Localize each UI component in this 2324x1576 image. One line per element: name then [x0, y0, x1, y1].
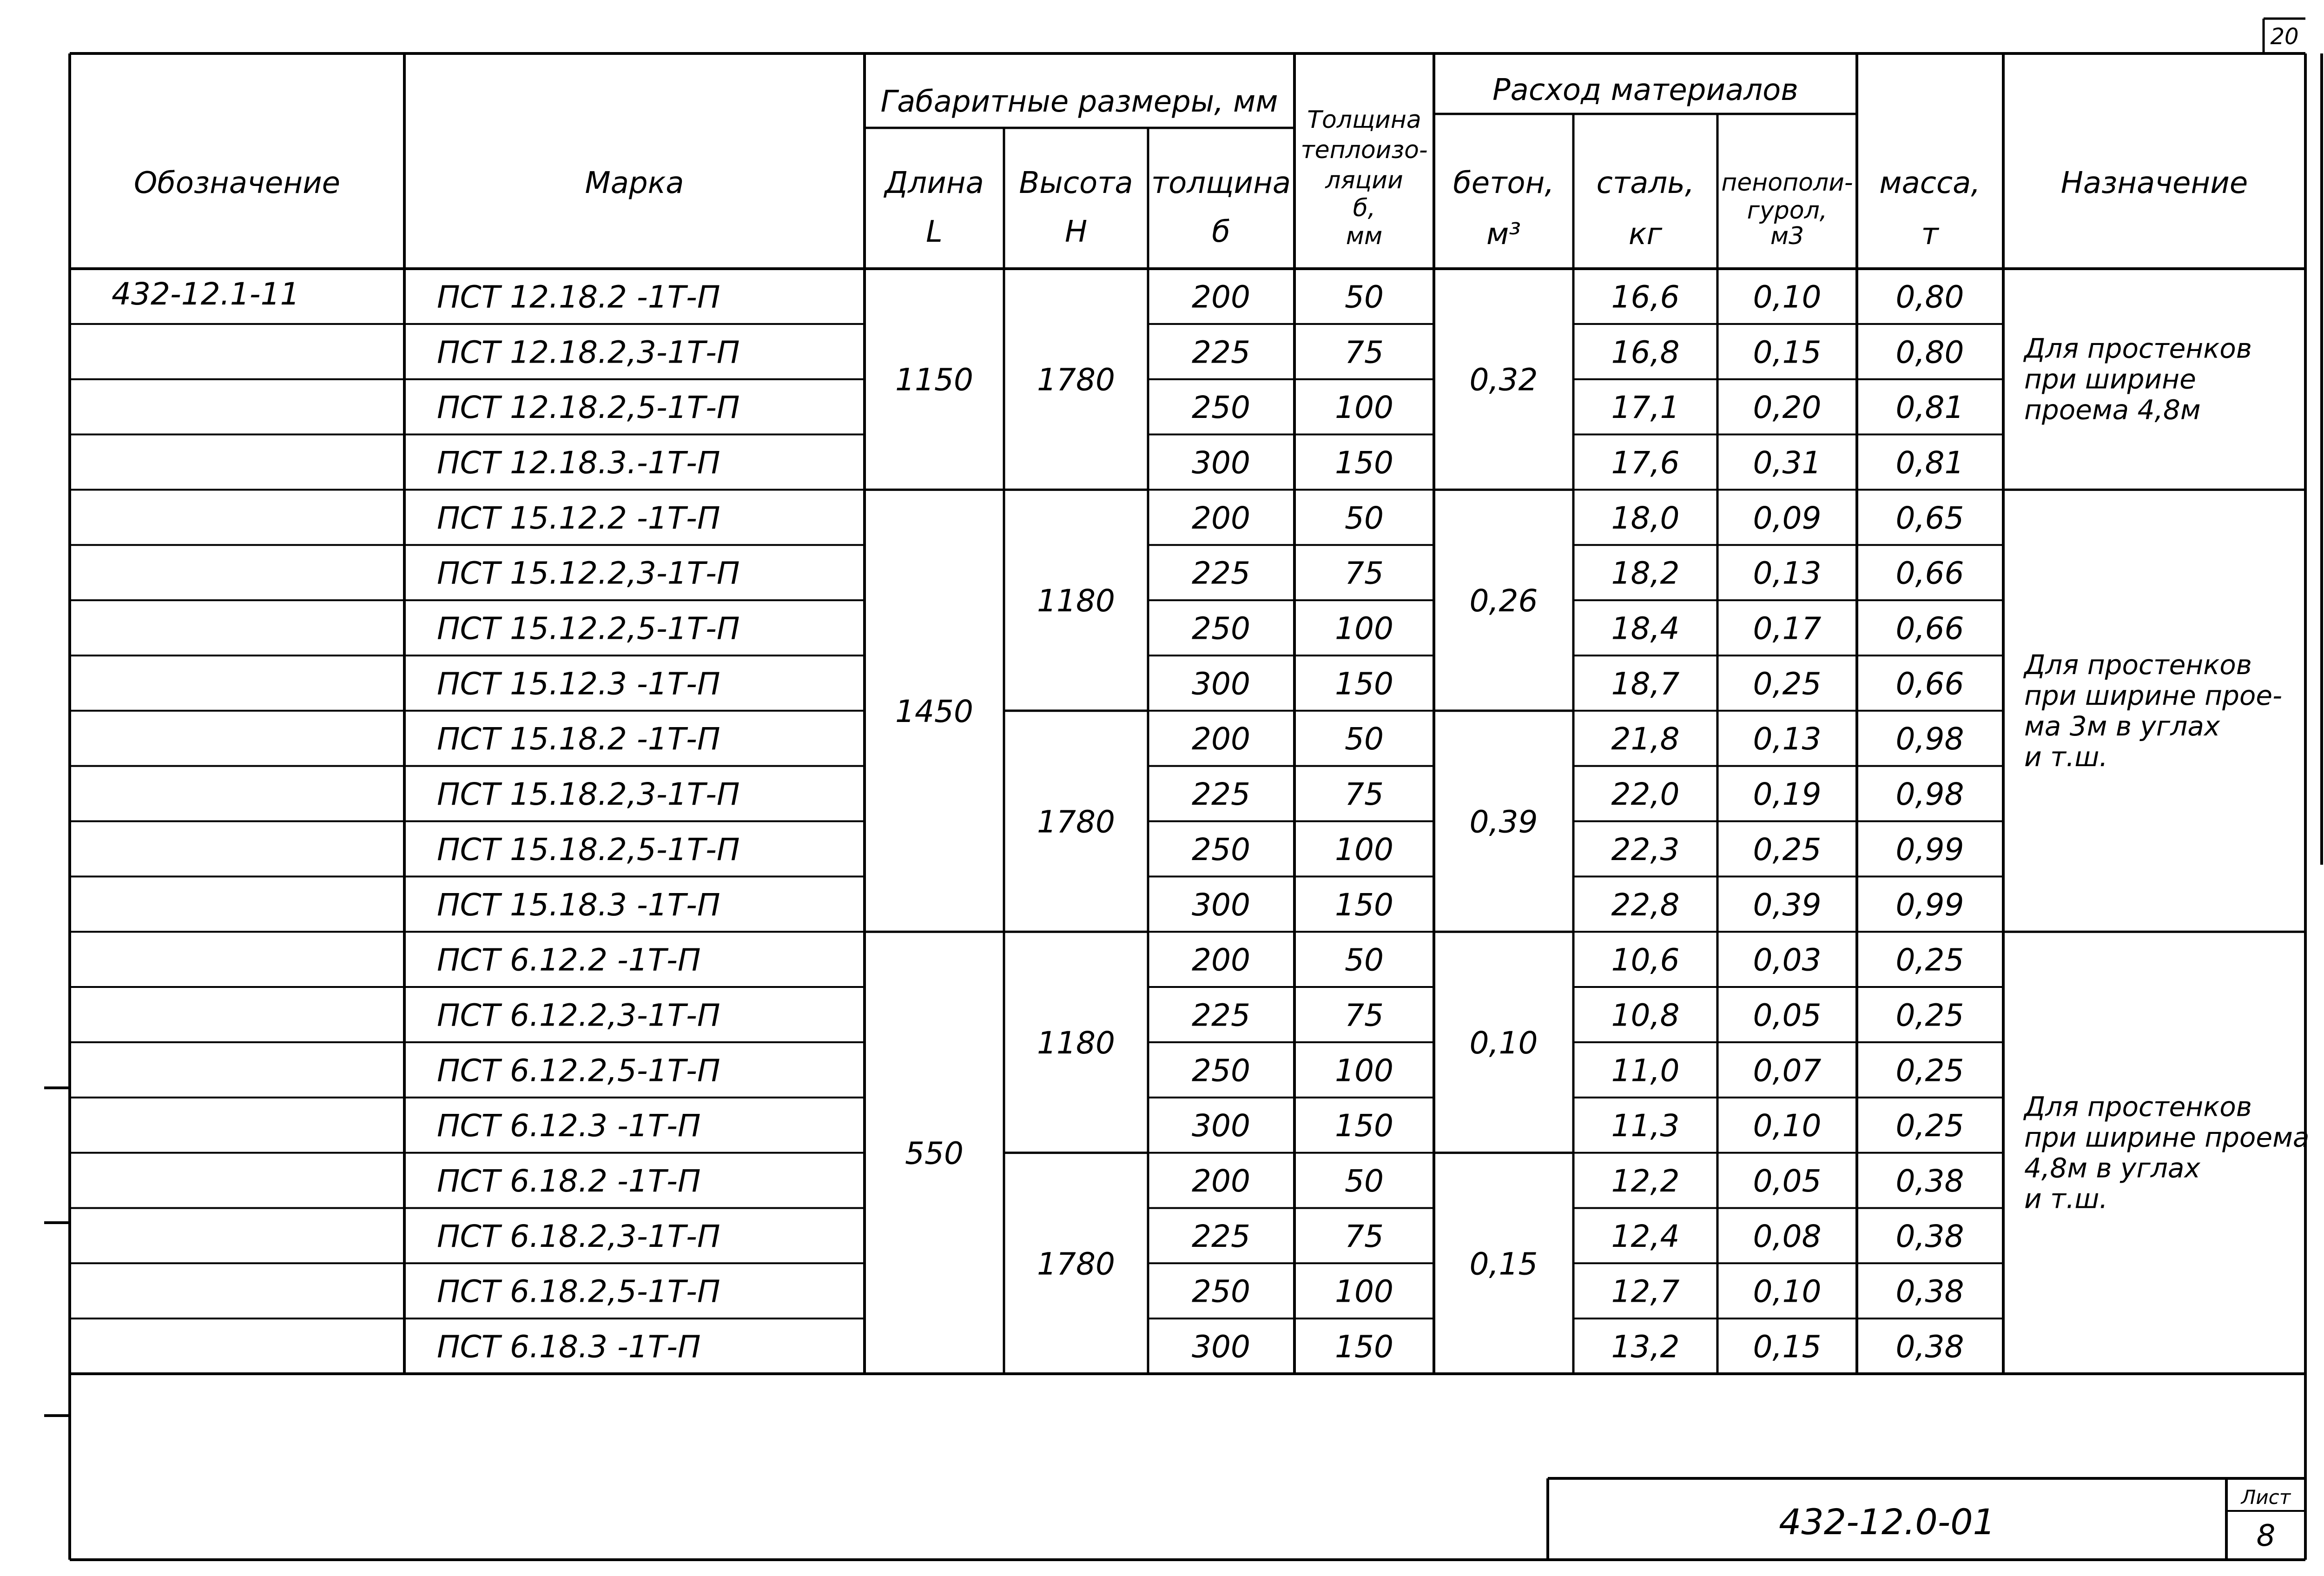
row-steel: 10,8 — [1611, 997, 1680, 1033]
row-marka: ПСТ 6.12.3 -1Т-П — [437, 1108, 701, 1144]
row-marka: ПСТ 6.12.2 -1Т-П — [437, 942, 701, 978]
row-marka: ПСТ 12.18.3.-1Т-П — [437, 444, 720, 481]
header-vysota-symbol: H — [1064, 215, 1088, 249]
row-thickness: 250 — [1192, 390, 1250, 426]
row-marka: ПСТ 6.18.3 -1Т-П — [437, 1329, 701, 1365]
header-stal: сталь, — [1596, 166, 1695, 200]
table-row — [437, 1329, 1964, 1365]
row-mass: 0,25 — [1895, 1053, 1964, 1089]
row-thickness: 200 — [1192, 500, 1250, 536]
row-thickness: 225 — [1192, 776, 1250, 813]
row-insulation: 50 — [1345, 500, 1384, 536]
row-marka: ПСТ 15.18.2 -1Т-П — [437, 721, 720, 757]
row-foam: 0,03 — [1753, 942, 1822, 978]
row-steel: 22,3 — [1611, 831, 1680, 867]
row-thickness: 225 — [1192, 334, 1250, 371]
table-header — [134, 73, 2248, 252]
row-marka: ПСТ 15.18.3 -1Т-П — [437, 887, 720, 923]
row-insulation: 75 — [1345, 555, 1384, 591]
row-steel: 11,3 — [1611, 1108, 1680, 1144]
merged-length: 1450 — [895, 693, 973, 729]
row-marka: ПСТ 6.12.2,3-1Т-П — [437, 997, 720, 1033]
row-foam: 0,39 — [1753, 887, 1822, 923]
table-row — [437, 1274, 1964, 1310]
row-insulation: 100 — [1335, 390, 1393, 426]
row-marka: ПСТ 15.12.2,3-1Т-П — [437, 555, 740, 591]
row-foam: 0,15 — [1753, 1329, 1822, 1365]
table-row — [437, 942, 1964, 978]
merged-concrete: 0,39 — [1469, 804, 1538, 840]
row-foam: 0,10 — [1753, 279, 1822, 315]
header-dlina-symbol: L — [926, 215, 943, 249]
row-mass: 0,66 — [1895, 555, 1964, 591]
table-row — [437, 1053, 1964, 1088]
header-vysota: Высота — [1019, 166, 1133, 200]
row-steel: 22,8 — [1611, 887, 1680, 923]
header-dlina: Длина — [885, 166, 984, 200]
row-thickness: 200 — [1192, 1163, 1250, 1199]
table-row — [437, 1108, 1964, 1144]
row-steel: 12,7 — [1611, 1273, 1680, 1310]
purpose-note: при ширине прое- — [2024, 679, 2283, 711]
purpose-note: Для простенков — [2024, 1091, 2252, 1123]
row-foam: 0,08 — [1753, 1218, 1822, 1254]
row-mass: 0,65 — [1895, 500, 1964, 536]
row-foam: 0,17 — [1753, 610, 1822, 647]
row-foam: 0,05 — [1753, 997, 1822, 1033]
header-beton-unit: м³ — [1486, 217, 1521, 252]
row-thickness: 250 — [1192, 831, 1250, 867]
sheet-number: 8 — [2256, 1519, 2276, 1553]
row-mass: 0,81 — [1895, 444, 1964, 481]
row-thickness: 200 — [1192, 279, 1250, 315]
table-row — [437, 390, 1964, 425]
row-steel: 18,7 — [1611, 666, 1680, 702]
merged-height: 1780 — [1037, 362, 1115, 398]
row-thickness: 250 — [1192, 610, 1250, 647]
merged-concrete: 0,10 — [1469, 1025, 1538, 1061]
row-thickness: 300 — [1192, 1329, 1250, 1365]
row-insulation: 75 — [1345, 997, 1384, 1033]
row-mass: 0,38 — [1895, 1163, 1964, 1199]
row-thickness: 300 — [1192, 887, 1250, 923]
header-tolshchina: толщина — [1151, 166, 1291, 200]
row-steel: 10,6 — [1611, 942, 1680, 978]
row-steel: 17,1 — [1611, 390, 1680, 426]
header-gabarit: Габаритные размеры, мм — [880, 85, 1278, 119]
row-steel: 16,6 — [1611, 279, 1680, 315]
row-mass: 0,66 — [1895, 610, 1964, 647]
purpose-note: проема 4,8м — [2024, 394, 2201, 426]
table-row — [437, 776, 1964, 812]
row-steel: 11,0 — [1611, 1053, 1680, 1089]
merged-concrete: 0,26 — [1469, 583, 1538, 619]
header-marka: Марка — [585, 166, 684, 200]
page-number-top: 20 — [2270, 24, 2299, 50]
row-foam: 0,05 — [1753, 1163, 1822, 1199]
merged-concrete: 0,15 — [1469, 1246, 1538, 1282]
header-beton: бетон, — [1453, 166, 1554, 200]
table-row — [437, 556, 1964, 591]
merged-height: 1180 — [1037, 583, 1115, 619]
table-row — [437, 611, 1964, 647]
purpose-note: Для простенков — [2024, 649, 2252, 681]
table-row — [437, 1218, 1964, 1254]
row-insulation: 100 — [1335, 831, 1393, 867]
merged-length: 1150 — [895, 362, 973, 398]
row-insulation: 75 — [1345, 776, 1384, 813]
row-steel: 12,4 — [1611, 1218, 1680, 1254]
row-insulation: 50 — [1345, 1163, 1384, 1199]
row-mass: 0,99 — [1895, 887, 1964, 923]
header-penopol-1: пенополи- — [1721, 169, 1853, 197]
header-stal-unit: кг — [1628, 217, 1663, 252]
row-foam: 0,07 — [1753, 1053, 1822, 1089]
row-foam: 0,20 — [1753, 390, 1822, 426]
row-marka: ПСТ 12.18.2,5-1Т-П — [437, 390, 740, 426]
table-row — [437, 997, 1964, 1033]
row-insulation: 50 — [1345, 721, 1384, 757]
row-marka: ПСТ 6.18.2,3-1Т-П — [437, 1218, 720, 1254]
row-marka: ПСТ 6.18.2,5-1Т-П — [437, 1273, 720, 1310]
row-thickness: 225 — [1192, 1218, 1250, 1254]
row-marka: ПСТ 15.12.2 -1Т-П — [437, 500, 720, 536]
row-marka: ПСТ 6.12.2,5-1Т-П — [437, 1053, 720, 1089]
row-insulation: 100 — [1335, 1273, 1393, 1310]
header-teploizol-1: Толщина — [1307, 106, 1421, 134]
purpose-note: и т.ш. — [2024, 1183, 2108, 1215]
row-marka: ПСТ 15.18.2,5-1Т-П — [437, 831, 740, 867]
row-steel: 13,2 — [1611, 1329, 1680, 1365]
row-steel: 16,8 — [1611, 334, 1680, 371]
table-row — [437, 887, 1964, 923]
row-thickness: 300 — [1192, 1108, 1250, 1144]
purpose-note: при ширине — [2024, 363, 2196, 395]
row-mass: 0,80 — [1895, 279, 1964, 315]
row-steel: 21,8 — [1611, 721, 1680, 757]
row-mass: 0,38 — [1895, 1329, 1964, 1365]
row-steel: 22,0 — [1611, 776, 1680, 813]
row-thickness: 300 — [1192, 444, 1250, 481]
row-insulation: 150 — [1335, 444, 1393, 481]
row-steel: 12,2 — [1611, 1163, 1680, 1199]
header-teploizol-2: теплоизо- — [1301, 136, 1428, 164]
header-tolshchina-symbol: б — [1212, 215, 1230, 249]
purpose-note: 4,8м в углах — [2024, 1152, 2200, 1184]
row-insulation: 50 — [1345, 942, 1384, 978]
row-thickness: 250 — [1192, 1273, 1250, 1310]
row-marka: ПСТ 15.12.2,5-1Т-П — [437, 610, 740, 647]
row-marka: ПСТ 6.18.2 -1Т-П — [437, 1163, 701, 1199]
header-teploizol-4: б, — [1353, 194, 1376, 222]
table-grid — [44, 19, 2322, 1560]
table-row — [437, 666, 1964, 702]
row-thickness: 225 — [1192, 997, 1250, 1033]
merged-cells — [895, 333, 2309, 1282]
row-insulation: 150 — [1335, 1108, 1393, 1144]
row-foam: 0,15 — [1753, 334, 1822, 371]
row-mass: 0,98 — [1895, 776, 1964, 813]
header-teploizol-5: мм — [1346, 222, 1383, 250]
row-mass: 0,99 — [1895, 831, 1964, 867]
row-steel: 18,4 — [1611, 610, 1680, 647]
header-raskhod: Расход материалов — [1492, 73, 1798, 107]
row-foam: 0,31 — [1753, 444, 1822, 481]
row-thickness: 300 — [1192, 666, 1250, 702]
row-steel: 17,6 — [1611, 444, 1680, 481]
header-massa-unit: т — [1921, 217, 1939, 252]
row-steel: 18,0 — [1611, 500, 1680, 536]
table-row — [437, 832, 1964, 867]
row-foam: 0,13 — [1753, 555, 1822, 591]
merged-length: 550 — [905, 1135, 964, 1172]
row-marka: ПСТ 12.18.2 -1Т-П — [437, 279, 720, 315]
row-insulation: 150 — [1335, 666, 1393, 702]
row-mass: 0,38 — [1895, 1218, 1964, 1254]
table-row — [437, 1163, 1964, 1199]
table-row — [437, 334, 1964, 370]
row-marka: ПСТ 15.12.3 -1Т-П — [437, 666, 720, 702]
merged-height: 1780 — [1037, 804, 1115, 840]
row-mass: 0,25 — [1895, 997, 1964, 1033]
row-mass: 0,66 — [1895, 666, 1964, 702]
table-row — [437, 500, 1964, 536]
row-insulation: 150 — [1335, 887, 1393, 923]
row-marka: ПСТ 15.18.2,3-1Т-П — [437, 776, 740, 813]
row-mass: 0,80 — [1895, 334, 1964, 371]
row-insulation: 75 — [1345, 1218, 1384, 1254]
row-insulation: 100 — [1335, 1053, 1393, 1089]
row-thickness: 200 — [1192, 942, 1250, 978]
header-penopol-3: м3 — [1770, 222, 1804, 250]
row-mass: 0,38 — [1895, 1273, 1964, 1310]
row-foam: 0,25 — [1753, 666, 1822, 702]
purpose-note: и т.ш. — [2024, 741, 2108, 773]
row-foam: 0,19 — [1753, 776, 1822, 813]
header-penopol-2: гурол, — [1747, 197, 1828, 225]
row-mass: 0,25 — [1895, 942, 1964, 978]
header-teploizol-3: ляции — [1325, 166, 1403, 194]
row-thickness: 250 — [1192, 1053, 1250, 1089]
merged-height: 1180 — [1037, 1025, 1115, 1061]
row-insulation: 50 — [1345, 279, 1384, 315]
header-oboznachenie: Обозначение — [133, 166, 341, 200]
row-mass: 0,81 — [1895, 390, 1964, 426]
row-foam: 0,09 — [1753, 500, 1822, 536]
row-insulation: 150 — [1335, 1329, 1393, 1365]
row-foam: 0,10 — [1753, 1108, 1822, 1144]
merged-concrete: 0,32 — [1469, 362, 1538, 398]
row-thickness: 200 — [1192, 721, 1250, 757]
table-row — [437, 721, 1964, 757]
row-insulation: 100 — [1335, 610, 1393, 647]
purpose-note: при ширине проема — [2024, 1121, 2310, 1153]
purpose-note: ма 3м в углах — [2024, 710, 2220, 742]
table-row — [437, 279, 1964, 315]
row-steel: 18,2 — [1611, 555, 1680, 591]
row-thickness: 225 — [1192, 555, 1250, 591]
row-foam: 0,10 — [1753, 1273, 1822, 1310]
row-marka: ПСТ 12.18.2,3-1Т-П — [437, 334, 740, 371]
sheet-label: Лист — [2241, 1486, 2291, 1509]
row-mass: 0,98 — [1895, 721, 1964, 757]
merged-height: 1780 — [1037, 1246, 1115, 1282]
row-foam: 0,25 — [1753, 831, 1822, 867]
header-massa: масса, — [1879, 166, 1981, 200]
purpose-note: Для простенков — [2024, 332, 2252, 364]
row-foam: 0,13 — [1753, 721, 1822, 757]
row-mass: 0,25 — [1895, 1108, 1964, 1144]
document-code: 432-12.0-01 — [1779, 1501, 1995, 1543]
header-naznachenie: Назначение — [2060, 166, 2248, 200]
table-row — [437, 445, 1964, 481]
row-insulation: 75 — [1345, 334, 1384, 371]
designation-cell: 432-12.1-11 — [112, 276, 300, 312]
